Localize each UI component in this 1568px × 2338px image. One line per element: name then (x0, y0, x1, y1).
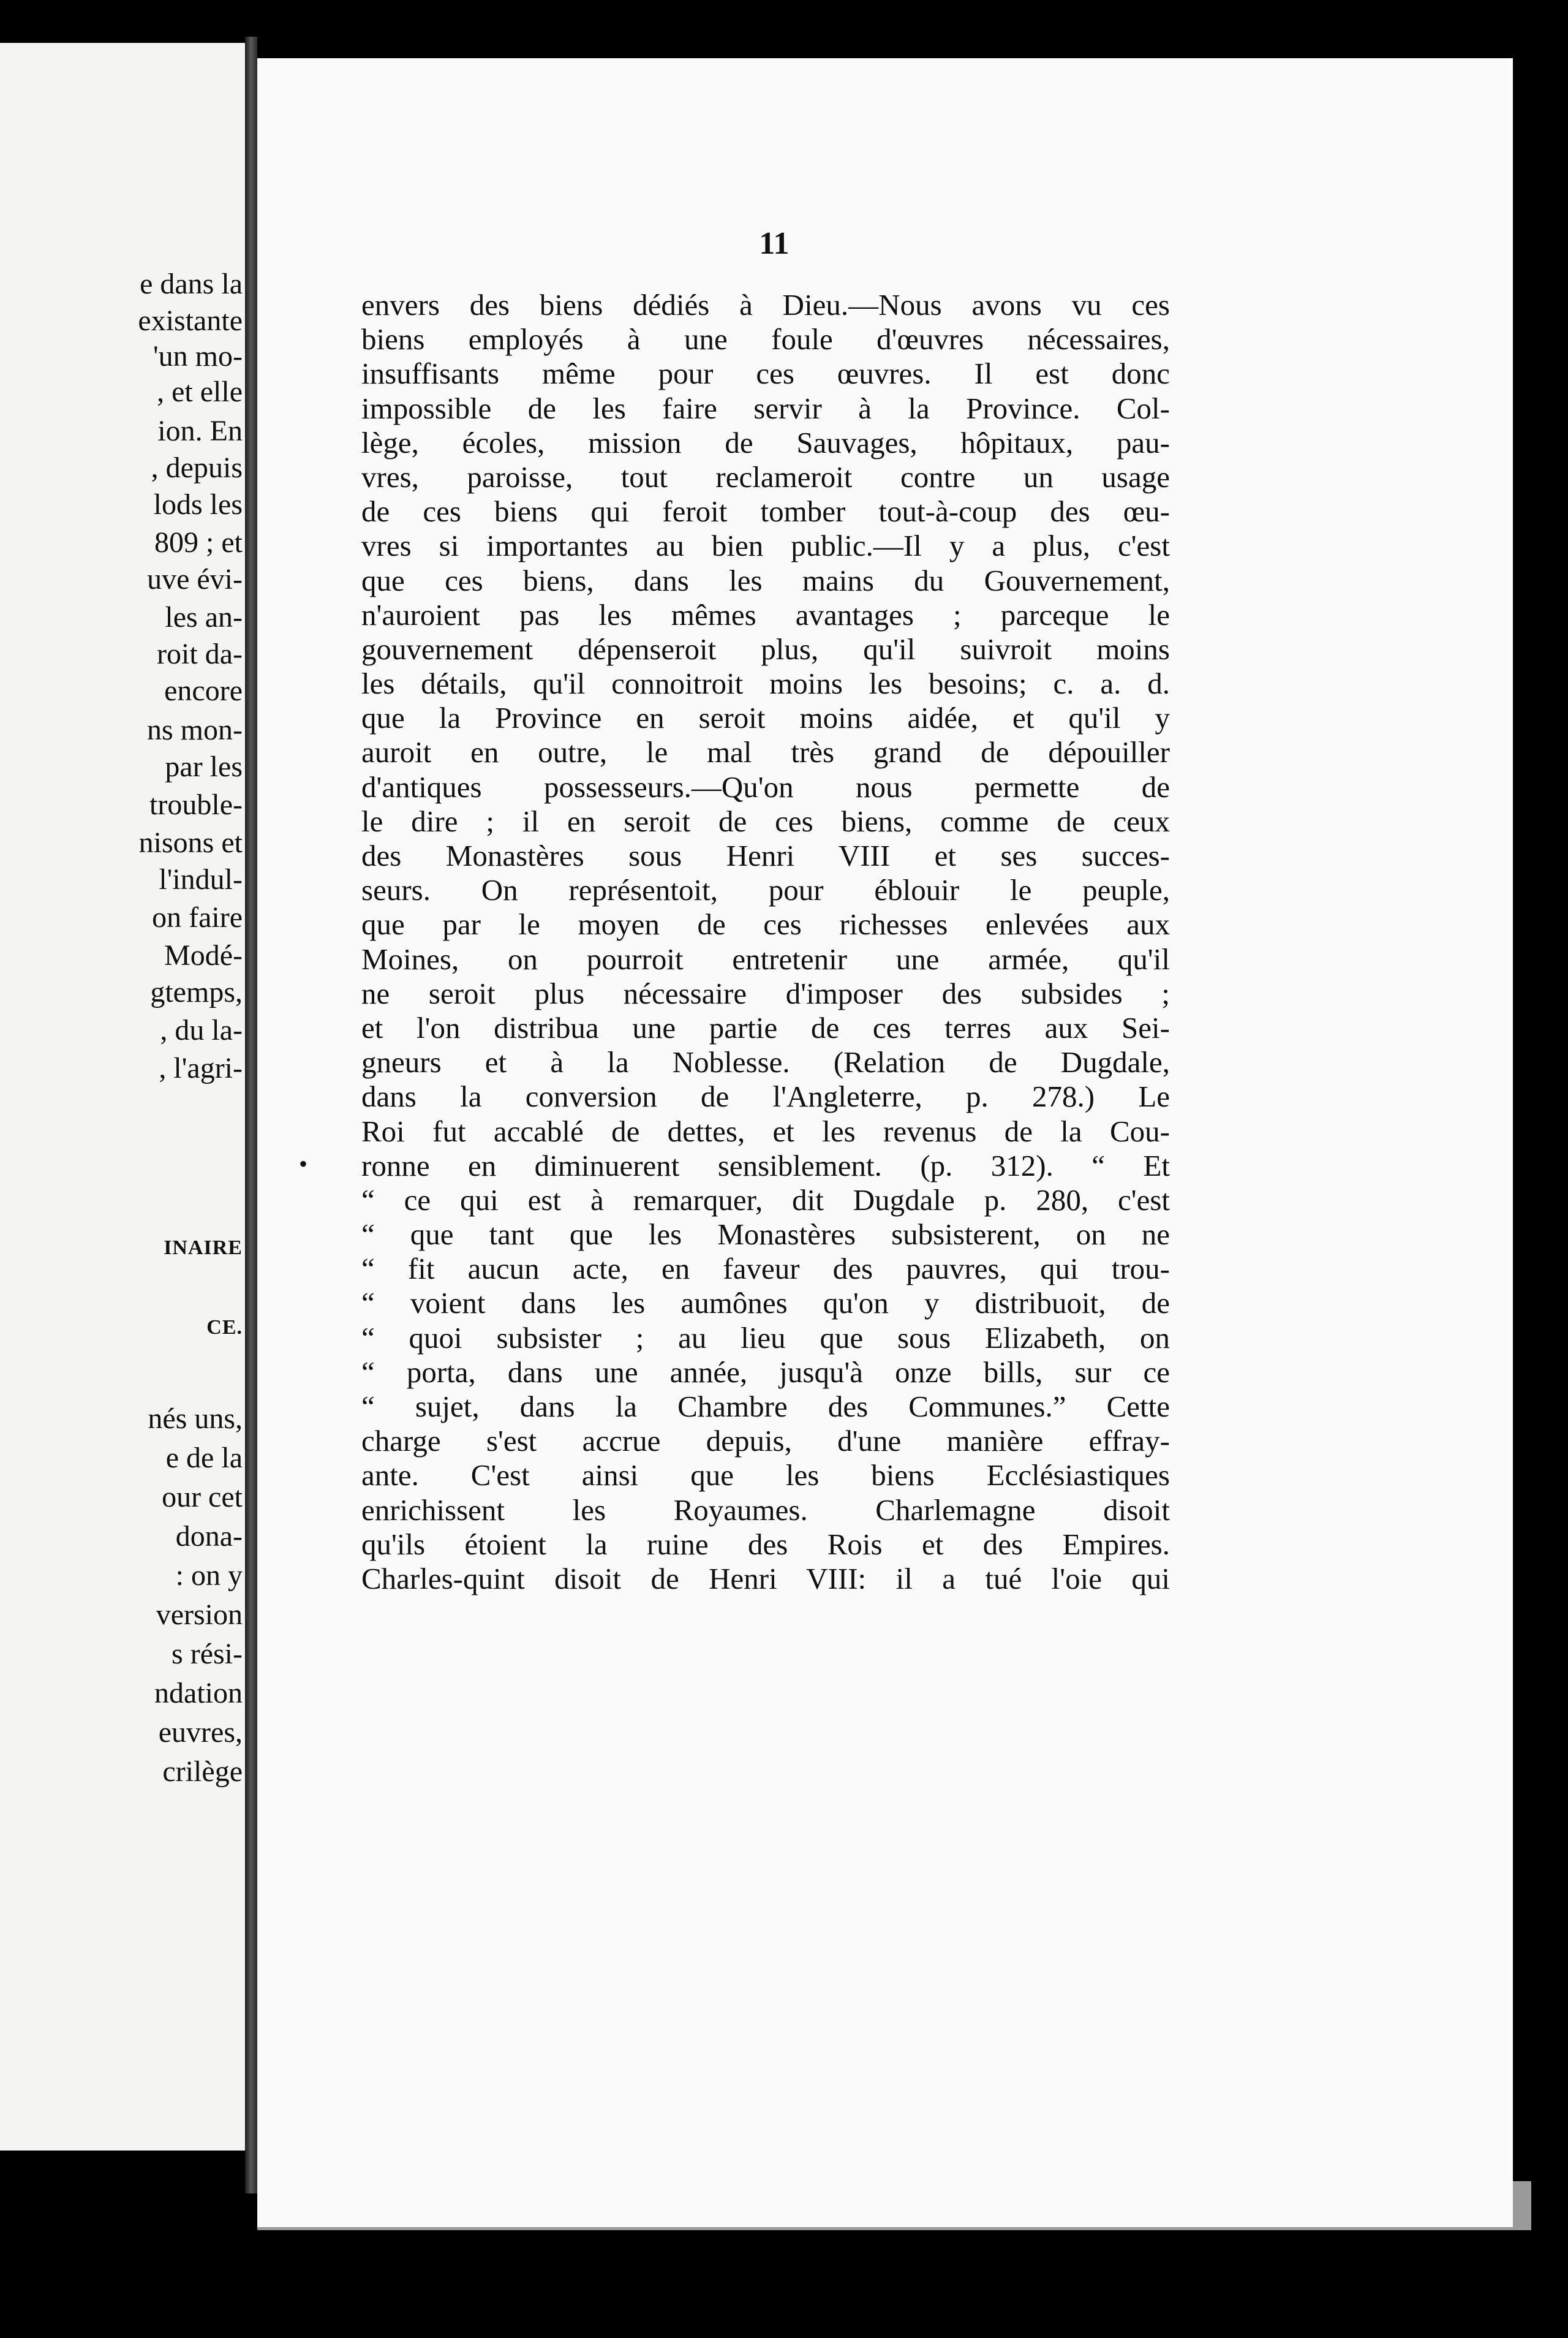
left-page-line: e de la (165, 1442, 243, 1474)
left-page-line: encore (164, 675, 243, 707)
text-line: gneurs et à la Noblesse. (Relation de Dugdale, (361, 1045, 1170, 1080)
margin-mark: • (299, 1150, 308, 1178)
text-line: “ fit aucun acte, en faveur des pauvres, qui trou- (361, 1252, 1170, 1286)
text-line: charge s'est accrue depuis, d'une manière effray- (361, 1424, 1170, 1458)
left-page-line: , l'agri- (159, 1052, 243, 1084)
left-page-line: version (156, 1598, 243, 1631)
left-page-line: Modé- (164, 939, 243, 972)
left-page-line: , du la- (160, 1014, 243, 1046)
text-line: Charles-quint disoit de Henri VIII: il a tué l'oie qui (361, 1561, 1170, 1595)
left-page-line: par les (165, 751, 243, 783)
text-line: des Monastères sous Henri VIII et ses succes- (361, 839, 1170, 872)
left-page-fragment (0, 43, 245, 2151)
text-line: ante. C'est ainsi que les biens Ecclésiastiques (361, 1458, 1170, 1492)
left-page-line: roit da- (157, 638, 243, 670)
left-page-line: dona- (175, 1520, 243, 1553)
text-line: d'antiques possesseurs.—Qu'on nous permette de (361, 770, 1170, 804)
left-page-line: uve évi- (147, 563, 243, 596)
left-page-line: l'indul- (159, 863, 243, 896)
left-page-line: ndation (154, 1677, 243, 1709)
text-line: insuffisants même pour ces œuvres. Il est donc (361, 357, 1170, 391)
left-page-line: ion. En (157, 415, 243, 447)
left-page-line: nisons et (138, 827, 243, 859)
text-line: que ces biens, dans les mains du Gouvernement, (361, 563, 1170, 597)
text-line: enrichissent les Royaumes. Charlemagne disoit (361, 1492, 1170, 1527)
text-line: “ porta, dans une année, jusqu'à onze bills, sur ce (361, 1355, 1170, 1389)
left-page-line: , et elle (157, 376, 243, 408)
text-line: impossible de les faire servir à la Province. Col- (361, 391, 1170, 425)
text-line: que par le moyen de ces richesses enlevées aux (361, 907, 1170, 942)
text-line: gouvernement dépenseroit plus, qu'il suivroit moins (361, 632, 1170, 666)
text-line: “ que tant que les Monastères subsisterent, on ne (361, 1217, 1170, 1252)
text-line: biens employés à une foule d'œuvres nécessaires, (361, 322, 1170, 357)
left-page-line: euvres, (158, 1716, 243, 1749)
page-number: 11 (759, 226, 790, 261)
left-page-line: : on y (175, 1559, 243, 1592)
text-line: les détails, qu'il connoitroit moins les besoins; c. a. d. (361, 667, 1170, 701)
left-page-line: lods les (153, 488, 243, 521)
text-line: ronne en diminuerent sensiblement. (p. 312). “ Et (361, 1148, 1170, 1182)
text-line: “ ce qui est à remarquer, dit Dugdale p. 280, c'est (361, 1182, 1170, 1217)
text-line: “ sujet, dans la Chambre des Communes.” Cette (361, 1390, 1170, 1423)
text-line: seurs. On représentoit, pour éblouir le peuple, (361, 873, 1170, 907)
text-line: et l'on distribua une partie de ces terres aux Sei- (361, 1010, 1170, 1045)
text-line: vres si importantes au bien public.—Il y a plus, c'est (361, 529, 1170, 563)
text-line: “ voient dans les aumônes qu'on y distribuoit, de (361, 1286, 1170, 1320)
text-line: ne seroit plus nécessaire d'imposer des subsides ; (361, 976, 1170, 1010)
text-line: vres, paroisse, tout reclameroit contre un usage (361, 460, 1170, 494)
text-line: lège, écoles, mission de Sauvages, hôpitaux, pau- (361, 425, 1170, 460)
text-line: auroit en outre, le mal très grand de dépouiller (361, 735, 1170, 770)
text-line: dans la conversion de l'Angleterre, p. 278.) Le (361, 1080, 1170, 1114)
left-page-line: CE. (206, 1316, 243, 1339)
left-page-line: e dans la (140, 268, 243, 300)
left-page-line: 'un mo- (153, 340, 243, 373)
left-page-line: s rési- (172, 1638, 243, 1670)
text-line: Roi fut accablé de dettes, et les revenus de la Cou- (361, 1114, 1170, 1148)
text-line: “ quoi subsister ; au lieu que sous Elizabeth, on (361, 1320, 1170, 1355)
text-line: Moines, on pourroit entretenir une armée, qu'il (361, 942, 1170, 976)
left-page-line: crilège (162, 1755, 243, 1788)
left-page-line: 809 ; et (154, 526, 243, 559)
book-gutter (245, 37, 257, 2193)
left-page-line: les an- (165, 601, 243, 634)
left-page-line: nés uns, (148, 1402, 243, 1435)
left-page-line: gtemps, (150, 976, 243, 1008)
body-text (361, 288, 1170, 1596)
text-line: qu'ils étoient la ruine des Rois et des Empires. (361, 1527, 1170, 1561)
left-page-line: INAIRE (164, 1236, 243, 1259)
left-page-line: on faire (152, 901, 243, 934)
left-page-line: , depuis (151, 452, 243, 484)
left-page-line: our cet (162, 1481, 243, 1513)
text-line: envers des biens dédiés à Dieu.—Nous avons vu ces (361, 288, 1170, 322)
text-line: que la Province en seroit moins aidée, et qu'il y (361, 701, 1170, 735)
text-line: n'auroient pas les mêmes avantages ; parceque le (361, 597, 1170, 632)
left-page-line: trouble- (149, 789, 243, 821)
left-page-line: existante (138, 305, 243, 337)
text-line: le dire ; il en seroit de ces biens, comme de ceux (361, 804, 1170, 838)
left-page-line: ns mon- (147, 714, 243, 746)
text-line: de ces biens qui feroit tomber tout-à-coup des œu- (361, 494, 1170, 529)
